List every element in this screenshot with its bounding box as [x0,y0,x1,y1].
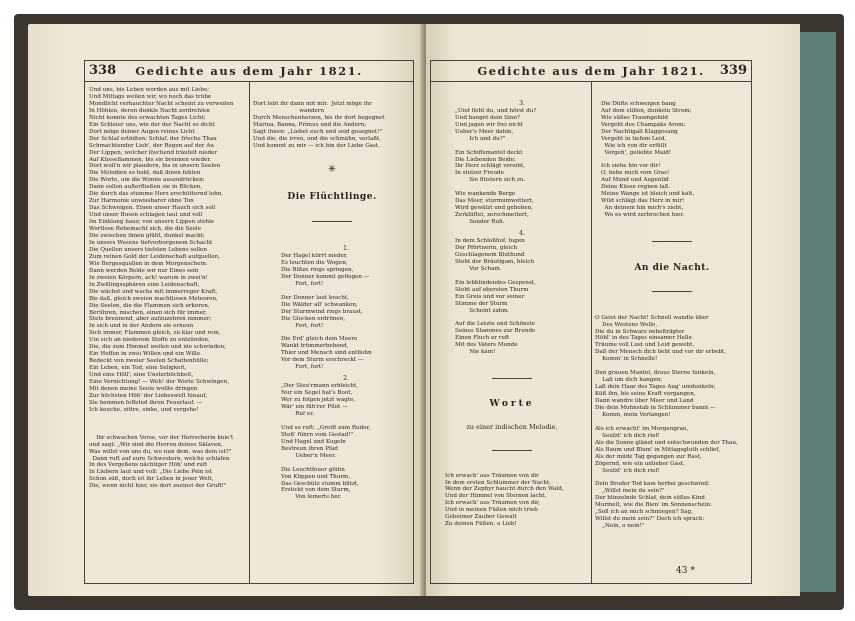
text-line: Küß ihn, bis seine Kraft vergangen, [595,391,696,398]
text-line: Der Schlaf ertödten; Schlaf, der frische Thau [89,135,217,142]
text-line: Wie ich von dir erfüllt [601,142,667,149]
text-line: In dem Schloßhof, tugen [455,238,525,245]
right-page-frame [430,60,752,584]
text-line: Dort möge deiner Augen reines Licht [89,128,195,135]
text-line: Als Baum und Blum' in Mittagsgluth schlief, [595,446,721,453]
text-line: Seufzt' ich dich rief! [595,467,660,474]
text-line: In dem ersten Schlummer der Nacht, [445,479,552,486]
right-page [426,24,800,596]
text-line: Fort, fort! [281,322,324,329]
text-line: Die, die zum Himmel weilen und nie schwinden; [89,344,226,351]
text-line: Die Quellen unsers tiefsten Lebens sollen [89,246,207,253]
text-line: Ein Greis und vor seiner [455,293,525,300]
text-line: Die, wenn nicht hier, sie dort zueinst der Gruft!" [89,483,227,490]
text-line: Geheimer Zauber Gewalt [445,514,517,521]
text-line: Träume voll Lust und Leid gewebt, [595,342,695,349]
text-line: Wortlose Rebemacht sich, die die Seele [89,226,202,233]
text-line: An deinem hin mich's zieht, [601,205,684,212]
text-line: Zum reinen Gold der Leidenschaft aufquellen, [89,253,221,260]
text-line: In stolzer Freude [455,170,504,177]
text-line: Wer zu folgen jetzt wagte, [281,397,356,404]
text-line [89,428,247,435]
text-line: „Nein, o nein!" [595,523,645,530]
text-line: In Liebern laut und voll: „Die Liebe Pein ist [89,469,213,476]
text-line: Dort woll'n wir plaudern, bis in unsern Seelen [89,163,221,170]
text-line: Ein Hoffen in zwei Willen und ein Wille [89,351,201,358]
text-line: Wenn der Zephyr haucht durch den Wald, [445,486,564,493]
text-line: Berühren, mischen, einen sich für immer, [89,309,207,316]
text-line: Thier und Mensch sind entflohn [281,350,372,357]
text-line: Mondlicht verhauchter Nacht scheint zu verweilen [89,100,234,107]
text-line: Ein Leben, ein Tod, eine Seligkeit, [89,365,187,372]
text-line: Dann wandre über Meer und Land [595,398,694,405]
text-line: Ihr schwachen Verse, vor der Herrscherin knie't [89,434,234,441]
title-rule-2 [595,289,749,296]
text-line: Der blinzelnde Schlaf, dein süßes Kind [595,495,705,502]
text-line: Ueber's Meer dahin, [455,128,514,135]
text-line: Von Klippen und Thurm, [281,473,351,480]
left-page [28,24,424,596]
text-line: Einen Fluch er ruft [455,335,510,342]
text-line: Stets brennend, aber aufzuzehren nimmer; [89,316,212,323]
left-column-2 [253,87,411,579]
text-line: Zögernd, wie ein unlieber Gast, [595,460,685,467]
text-line: Und kommt zu mir — ich bin der Liebe Gast. [253,142,380,149]
text-line: Wild schlägt das Herz in mir! [601,198,685,205]
text-line: Mit denen meine Seele wollte dringen [89,385,198,392]
text-line: Wo es wird zerbrochen hier. [601,212,685,219]
text-line: In unsers Wesens tiefverborgenem Schacht [89,239,213,246]
stanza-number: 4. [519,230,525,238]
stanza-number: 2. [343,375,349,383]
text-line [595,475,749,482]
text-line: Und so ruft: „Greift zum Ruder, [281,424,371,431]
poem-subtitle: zu einer indischen Melodie. [466,422,558,431]
text-line [281,418,411,425]
text-line: Als ich erwacht' im Morgengrau, [595,425,689,432]
section-rule-2 [595,239,749,246]
right-running-title: Gedichte aus dem Jahr 1821. [477,64,705,78]
text-line: Mit des Vaters Munde [455,342,518,349]
text-line: Murmelt, wie die Bien' im Sonnenschein: [595,502,712,509]
text-line: Das Meer, sturmumwettert, [455,198,534,205]
text-line: Die Blitze rings springen, [281,266,354,273]
text-line: Zu deinen Füßen, o Lieb! [445,521,517,528]
text-line: Ein lebblindendes Gespenst, [455,279,536,286]
text-line: Die zwischen ihnen glüht, dunkel macht; [89,233,205,240]
text-line: Ich siehe hin vor dir! [601,163,661,170]
text-line [595,363,749,370]
text-line: Fort, fort! [281,364,324,371]
text-line: Zerklüftet, zerschmettert, [455,212,529,219]
text-line: Um sich an niederem Stoffe zu entzünden, [89,337,210,344]
poem-continuation [435,101,589,356]
left-column-1 [89,87,247,579]
text-line: In zweien Körpern, ach! warum in zwei'n! [89,274,208,281]
text-line: In des Vergeßens nächtiger Höh' und ruft [89,462,208,469]
text-line: Sie hemmen feffelnd ihren Feuerlauf. — [89,399,203,406]
text-line: Der Donner kommt geflogen — [281,273,370,280]
text-line [89,421,247,428]
text-line: Die Liebenden Beide; [455,156,516,163]
text-line: Des Westens Welle, [595,321,658,328]
text-line [281,460,411,467]
text-line: Die Glocken erdrönen, [281,315,346,322]
text-line: Die Worte, um die Wonne auszudrücken; [89,177,205,184]
text-line: Ein Schleier uns, wie der der Nacht so dicht [89,121,215,128]
text-line: Ich erwach' aus Träumen von dir [445,472,539,479]
text-line: Daß der Mensch dich liebt und vor dir erbebt, [595,349,726,356]
poem-body [253,246,411,501]
text-line: Eine Vernichtung! — Weh! der Worte Schwingen, [89,379,229,386]
text-line: Ruf er. [281,410,315,417]
text-line: „Willst mein du sein?" [595,488,665,495]
text-line: Der Donner laut kracht, [281,294,349,301]
text-line: Auf dem stillen, dunkeln Strom; [601,107,692,114]
text-line: Steht der Bräutigam, bleich [455,258,535,265]
text-line: Dann sollen außerfließen sie in Blicken, [89,184,203,191]
text-line: Seines Stammes zur Brunde [455,328,536,335]
text-line: Die Leuchtfeuer glühn [281,466,345,473]
text-line: Die Seelen, die die Flammen sich erkoren, [89,302,210,309]
left-page-frame [84,60,414,584]
right-column-1 [435,87,589,579]
text-line: Und der Himmel von Sternen lacht. [445,493,547,500]
text-line: Sonder Ruh. [455,219,505,226]
text-line: Und Mittags weilen wir, wo noch das trübe [89,93,212,100]
text-line: Wär' ein füh'rer Pilot — [281,404,348,411]
text-line: Deine Küsse regnen laß. [601,184,671,191]
poem-worte-body [435,473,589,529]
right-col2-verse [595,101,749,219]
text-line: Bestreun ihren Pfad [281,445,339,452]
text-line: Den grauen Mantel, draus Sterne funkeln, [595,370,716,377]
text-line: Wird gewälzt und gehoben, [455,205,533,212]
text-line: Scheint zahm. [455,307,510,314]
text-line: Vergeht des Champaks Arom; [601,121,686,128]
text-line: Erstickt von dem Sturm, [281,487,351,494]
text-line [455,143,589,150]
text-line: O Geist der Nacht! Schnell wandle über [595,314,709,321]
text-line: Dein Bruder Tod kam herbei geschwind: [595,481,710,488]
text-line: Die wächst und wachs mit immerreger Kraft, [89,288,218,295]
text-line: Und eine Höll'; eine Unsterblichkeit, [89,372,194,379]
poem-title-worte: Worte [489,398,535,409]
text-line: Ich keuche, zittre, sinke, und vergehe! [89,406,199,413]
text-line: Die Düfte schweigen bang [601,100,676,107]
text-line: Bedeckt von zweier Seelen Schattenhülle; [89,358,209,365]
text-line: O, hebe mich vom Gras! [601,170,670,177]
text-line: In Zwillingssphären eine Leidenschaft, [89,281,200,288]
text-line: Dann ruft auf eure Schwestern, welche schlafen [89,455,230,462]
text-line: Wie süßes Traumgebild [601,114,668,121]
text-line: Vergeh', geliebte Maid! [601,149,672,156]
right-page-number: 339 [719,63,747,78]
text-line: Die Erd' gleich dem Meere [281,336,358,343]
text-line: Das Geschütz stumm blitzt, [281,480,359,487]
text-line: Und jagen wir frei nicht [455,121,524,128]
text-line: Auf Mund und Augenlid [601,177,669,184]
text-line: Zur Harmonie unwissbarer ohne Ton [89,198,194,205]
text-line: Komm, mein Verlangen! [595,411,671,418]
text-line: Vor Scham. [455,265,502,272]
text-line: Als die Sonne glänzt und entschwunden der Thau, [595,439,738,446]
text-line [595,419,749,426]
text-line: Seufzt' ich dich rief! [595,432,660,439]
text-line: Fort, fort! [281,280,324,287]
right-running-header [431,61,751,82]
text-line: Und uns, bis Leben worden aus mit Liebe; [89,87,210,93]
text-line: „Der Steu'rmann erbleicht, [281,383,359,390]
text-line: Stoß' führn vom Gestad!" [281,431,354,438]
text-line: Und in meinen Füßen mich trieb [445,507,538,514]
text-line: Der Lippen, welcher löschend träufelt nieder [89,149,218,156]
text-line: Sagt ihnen: „Liebet euch und seid gesegnet!" [253,128,382,135]
text-line: Im Einklang bauz; von unsern Lippen stehle [89,219,215,226]
text-line: Ein Schiffsmantel deckt [455,149,523,156]
text-line [601,157,749,164]
text-line: In Höhlen, deren dunkle Nacht zerdrehlen [89,107,210,114]
text-line: Der Nachtigall Klaggesang [601,128,678,135]
text-line: Es leuchten die Wogen, [281,259,348,266]
text-line: Dort lebt ihr dann mit mir. Jetzt möge ihr [253,100,372,107]
text-line: Nicht konnte des erwachten Tages Licht; [89,114,206,121]
left-col2-verse [253,101,411,150]
text-line: Komm' in Schnelle! [595,356,658,363]
folio-signature: 43 * [676,566,695,576]
text-line: Der Pförtnerin, gleich [455,244,518,251]
text-line: Vor dem Sturm erschreckt — [281,357,364,364]
title-rule [253,219,411,226]
text-line: Durch Menschenherzen, bis ihr dort begegnet [253,114,385,121]
stanza-number: 3. [519,99,525,107]
right-column-2 [595,87,749,579]
text-line: Und die, die irren, und die schmähn, verlaßt, [253,135,382,142]
text-line [281,330,411,337]
text-line: Auf die Letzte und Schönste [455,321,536,328]
poem-title: Die Flüchtlinge. [287,192,377,203]
stanza-number: 1. [343,245,349,253]
text-line: Schmachtender Lieb', der Regen auf der Au [89,142,214,149]
text-line: Und banget dein Sinn? [455,114,520,121]
text-line: und sagt: „Wir sind die Herren deines Sklaven, [89,441,223,448]
text-line: Nie kam! [455,349,496,356]
text-line: Steht auf obersten Thurm [455,286,529,293]
asterism-ornament: ✳ [327,164,337,176]
text-line: Sie flüstern sich zu. [455,177,526,184]
text-line: Laß um dich hangen; [595,377,663,384]
text-line: Vergeht in tiefem Leid, [601,135,667,142]
text-line: Die Melodien so hold, daß ihnen fehlen [89,170,201,177]
text-line: Schon süß, doch ist ihr Leben in jener Welt, [89,476,214,483]
text-line: Die du in Schwarz nebelträgter [595,328,685,335]
text-line: Höhl' in des Tages einsamer Helle [595,335,692,342]
text-line [455,315,589,322]
text-line: Sich immer, Flammen gleich, zu klar und rein, [89,330,221,337]
text-line: Meine Wange ist bleich und kalt, [601,191,695,198]
text-line: Und Hagel und Kugeln [281,438,346,445]
text-line: Von lemerts her. [281,494,342,501]
left-column-rule [249,81,250,583]
text-line: Die Wälder all' schwanken, [281,301,358,308]
left-running-title: Gedichte aus dem Jahr 1821. [135,64,363,78]
section-rule [435,376,589,383]
text-line: Dann werden Beide wir nur Eines sein [89,267,199,274]
text-line: Auf Küsseflammen, bis sie brennen wieder. [89,156,212,163]
text-line: Ich und du?" [455,135,506,142]
text-line: Marina, Banna, Primus und die Andern; [253,121,367,128]
text-line: Bis daß, gleich zweien machtlosen Meteoren, [89,295,218,302]
text-line: Die dein Mohnstab in Schlummer bannt — [595,404,716,411]
text-line: Nur ein Segel hat's Boot, [281,390,353,397]
text-line: Und unser Busen schlagen laut und voll [89,212,203,219]
poem-nacht-body [595,315,749,531]
text-line: Das Schweigen. Einen unser Hauch sich soll [89,205,216,212]
text-line: In sich und in der Andern sie erneun [89,323,194,330]
text-line: Zur höchsten Höh' der Liebeswelt hinauf, [89,392,208,399]
text-line: wandern [253,107,325,114]
book-cover-edge [796,32,836,592]
text-line: Wankt trümmerbebend, [281,343,349,350]
text-line [455,273,589,280]
left-running-header [85,61,413,82]
text-line: Ueber'n Meer. [281,452,336,459]
right-column-rule [591,81,592,583]
text-line: Ich erwach' aus Träumen von dir, [445,500,540,507]
text-line: Was willst von uns du, wo nun dem, was dein ist?" [89,448,232,455]
text-line [89,414,247,421]
poem-title-nacht: An die Nacht. [634,262,710,273]
text-line: Der Hagel klirrt nieder, [281,253,348,260]
text-line: Die durch das stumme Herz erschütternd lohn, [89,191,224,198]
subtitle-rule [435,448,589,455]
text-line: Wie wankende Berge [455,191,516,198]
text-line: Stimme der Sturm [455,300,508,307]
text-line: Willst du mein sein?" Doch ich sprach: [595,516,705,523]
text-line: „Und fleht du, und hörst du? [455,107,537,114]
text-line: Der Sturmwind rings braust, [281,308,363,315]
text-line [281,288,411,295]
text-line: „Soll ich an mich schmiegen? Sag, [595,509,693,516]
text-line: Als der müde Tag gegangen zur Rast, [595,453,702,460]
text-line: Ihr Herz schlägt vereint, [455,163,526,170]
text-line: Geschlagenem Bluthund [455,251,525,258]
left-page-number: 338 [89,63,117,78]
text-line: Laß dein Haar des Tages Aug' umdunkeln; [595,384,716,391]
text-line: Wie Bergesquellen in dem Morgenschein. [89,260,208,267]
text-line [455,184,589,191]
